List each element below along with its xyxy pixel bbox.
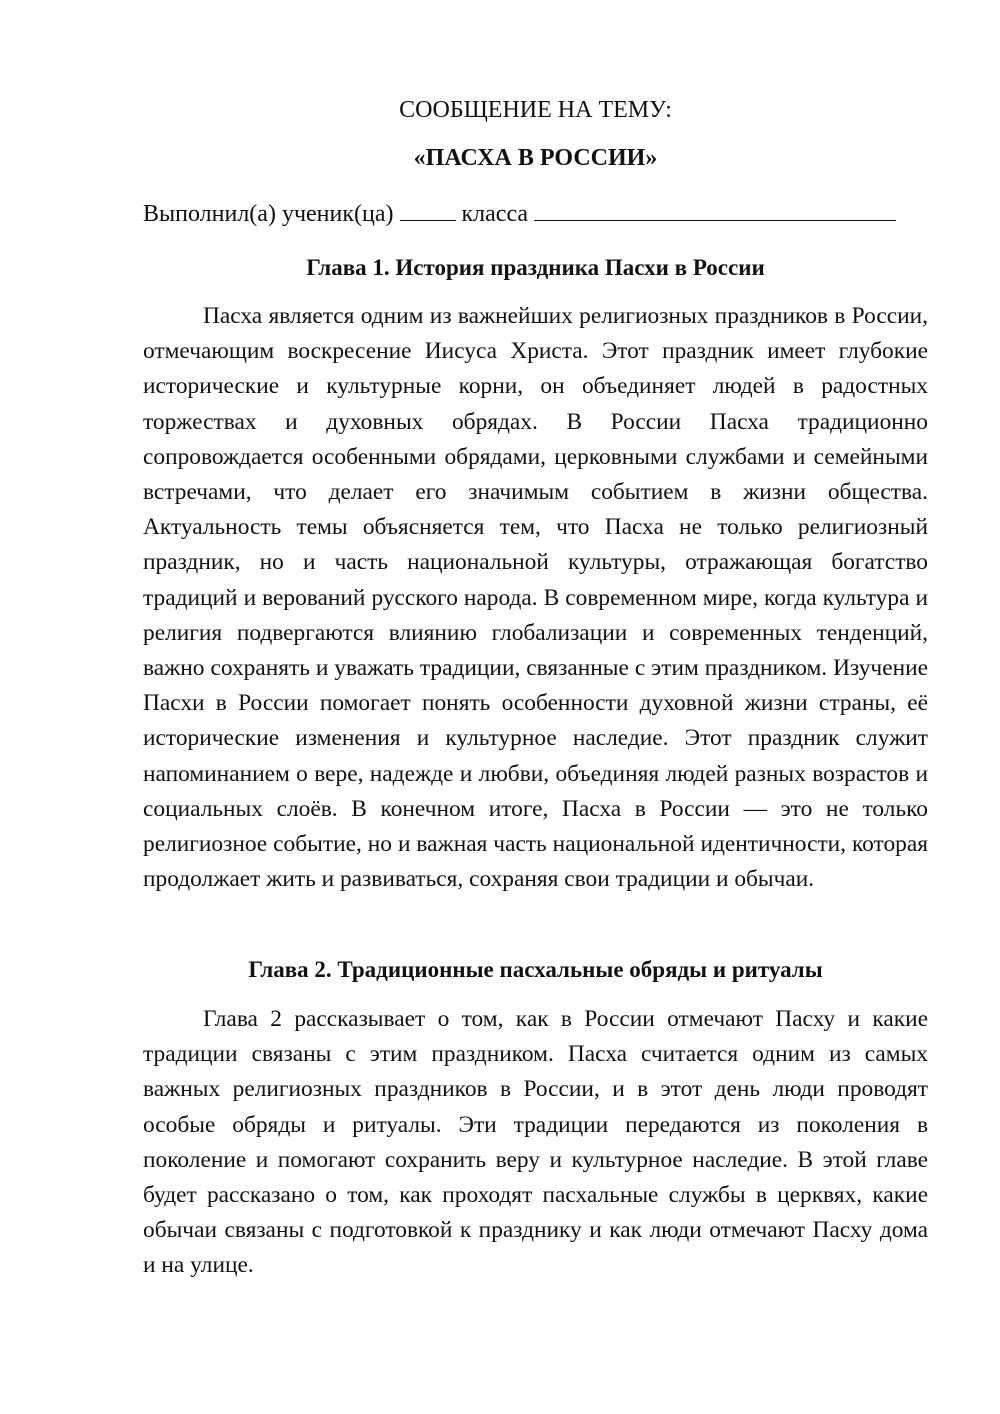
performer-class-label: класса [461,201,529,227]
document-title-topic: «ПАСХА В РОССИИ» [413,145,658,171]
grade-blank [400,198,456,221]
chapter-2-heading: Глава 2. Традиционные пасхальные обряды и ритуалы [248,957,823,982]
chapter-1-heading: Глава 1. История праздника Пасхи в России [306,255,765,280]
performer-line [143,198,928,228]
performer-prefix: Выполнил(а) ученик(ца) [143,201,394,227]
chapter-2-paragraph: Глава 2 рассказывает о том, как в России отмечают Пасху и какие традиции связаны с этим праздником. Пасха считается одним из самых важных религиозных праздников в России, и в этот день люди проводят особые обряды и ритуалы. Эти традиции передаются из поколения в поколение и помогают сохранить веру и культурное наследие. В этой главе будет рассказано о том, как проходят пасхальные службы в церквях, какие обычаи связаны с подготовкой к празднику и как люди отмечают Пасху дома и на улице. [143,1006,928,1279]
name-blank [534,198,896,221]
document-title-line-1: СООБЩЕНИЕ НА ТЕМУ: [399,97,672,123]
chapter-1-paragraph: Пасха является одним из важнейших религиозных праздников в России, отмечающим воскресение Иисуса Христа. Этот праздник имеет глубокие исторические и культурные корни, он объединяет людей в радостных торжествах и духовных обрядах. В России Пасха традиционно сопровождается особенными обрядами, церковными службами и семейными встречами, что делает его значимым событием в жизни общества. Актуальность темы объясняется тем, что Пасха не только религиозный праздник, но и часть национальной культуры, отражающая богатство традиций и верований русского народа. В современном мире, когда культура и религия подвергаются влиянию глобализации и современных тенденций, важно сохранять и уважать традиции, связанные с этим праздником. Изучение Пасхи в России помогает понять особенности духовной жизни страны, её исторические изменения и культурное наследие. Этот праздник служит напоминанием о вере, надежде и любви, объединяя людей разных возрастов и социальных слоёв. В конечном итоге, Пасха в России — это не только религиозное событие, но и важная часть национальной идентичности, которая продолжает жить и развиваться, сохраняя свои традиции и обычаи. [143,303,928,893]
